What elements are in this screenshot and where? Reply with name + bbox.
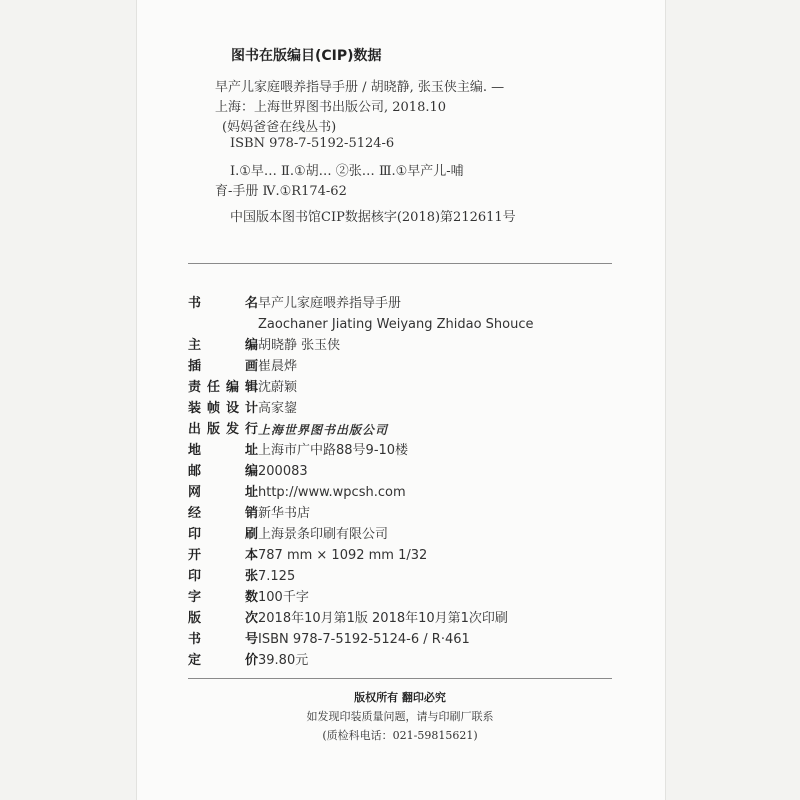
info-value: 7.125 — [258, 569, 296, 584]
info-row — [188, 589, 309, 607]
info-row — [188, 484, 406, 502]
info-value: Zaochaner Jiating Weiyang Zhidao Shouce — [258, 317, 534, 332]
info-label: 字数 — [188, 590, 258, 605]
cip-line: 中国版本图书馆CIP数据核字(2018)第212611号 — [230, 210, 516, 225]
info-value: ISBN 978-7-5192-5124-6 / R·461 — [258, 632, 470, 647]
info-label: 插画 — [188, 359, 258, 374]
info-row — [188, 526, 389, 544]
info-row — [188, 505, 311, 523]
cip-title: 图书在版编目(CIP)数据 — [231, 48, 382, 64]
cip-line: Ⅰ.①早… Ⅱ.①胡… ②张… Ⅲ.①早产儿-哺 — [230, 164, 464, 179]
info-value: 100千字 — [258, 590, 309, 605]
info-row — [188, 337, 341, 355]
info-row — [188, 379, 298, 397]
info-label: 经销 — [188, 506, 258, 521]
info-value: 胡晓静 张玉侠 — [258, 338, 341, 353]
info-label: 定价 — [188, 653, 258, 668]
info-row — [188, 400, 298, 418]
info-value: 沈蔚颖 — [258, 380, 298, 395]
info-row — [188, 442, 409, 460]
cip-line: (妈妈爸爸在线丛书) — [222, 120, 337, 135]
divider — [188, 678, 612, 679]
quality-notice: 如发现印装质量问题，请与印刷厂联系 — [306, 710, 494, 723]
info-label: 版次 — [188, 611, 258, 626]
info-value: 2018年10月第1版 2018年10月第1次印刷 — [258, 611, 508, 626]
info-value: 新华书店 — [258, 506, 311, 521]
info-label: 装帧设计 — [188, 401, 258, 416]
info-label: 开本 — [188, 548, 258, 563]
info-value: 上海市广中路88号9-10楼 — [258, 443, 409, 458]
info-row — [188, 295, 402, 313]
cip-line: 早产儿家庭喂养指导手册 / 胡晓静, 张玉侠主编. — — [215, 80, 505, 95]
info-label: 邮编 — [188, 464, 258, 479]
cip-line: 上海：上海世界图书出版公司, 2018.10 — [215, 100, 447, 115]
info-row — [188, 568, 296, 586]
publisher-logotype: 上海世界图书出版公司 — [258, 423, 389, 437]
info-value: 787 mm × 1092 mm 1/32 — [258, 548, 428, 563]
info-row — [188, 358, 298, 376]
info-label: 书号 — [188, 632, 258, 647]
info-label: 主编 — [188, 338, 258, 353]
divider — [188, 263, 612, 264]
info-row — [188, 463, 308, 481]
quality-phone: (质检科电话：021-59815621) — [322, 729, 478, 742]
info-row — [188, 547, 428, 565]
info-label: 地址 — [188, 443, 258, 458]
info-row — [188, 316, 534, 334]
cip-line: 育-手册 Ⅳ.①R174-62 — [215, 184, 347, 199]
info-label: 印张 — [188, 569, 258, 584]
info-label: 网址 — [188, 485, 258, 500]
info-value: 上海景条印刷有限公司 — [258, 527, 389, 542]
info-label: 印刷 — [188, 527, 258, 542]
info-value: 39.80元 — [258, 653, 309, 668]
info-row — [188, 631, 470, 649]
info-value: 崔晨烨 — [258, 359, 298, 374]
info-value: http://www.wpcsh.com — [258, 485, 406, 500]
info-label: 出版发行 — [188, 422, 258, 437]
info-value: 200083 — [258, 464, 308, 479]
copyright-notice: 版权所有 翻印必究 — [354, 691, 446, 704]
info-value: 高家鋆 — [258, 401, 298, 416]
info-label: 责任编辑 — [188, 380, 258, 395]
info-row — [188, 610, 508, 628]
info-value: 早产儿家庭喂养指导手册 — [258, 296, 402, 311]
info-label: 书名 — [188, 296, 258, 311]
info-row — [188, 421, 389, 439]
cip-line: ISBN 978-7-5192-5124-6 — [230, 136, 395, 151]
info-row — [188, 652, 309, 670]
